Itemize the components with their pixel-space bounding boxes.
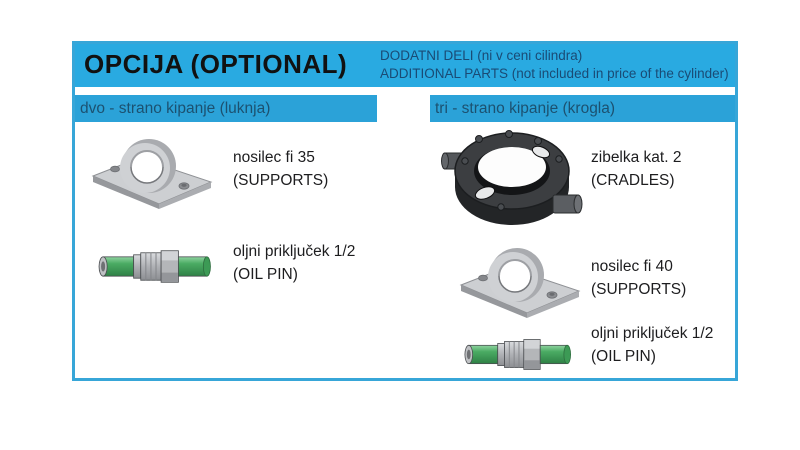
part-name: oljni priključek 1/2 [591, 325, 714, 342]
supports-image [89, 136, 215, 210]
part-name: nosilec fi 40 [591, 258, 673, 275]
note-line-slovenian: DODATNI DELI (ni v ceni cilindra) [380, 48, 583, 63]
part-label [233, 240, 355, 286]
page-title: OPCIJA (OPTIONAL) [84, 49, 348, 79]
part-label [233, 146, 328, 192]
part-name: zibelka kat. 2 [591, 149, 682, 166]
catalog-frame [72, 41, 738, 381]
column-heading-three-side-tilt: tri - strano kipanje (krogla) [430, 95, 735, 122]
part-subname: (SUPPORTS) [233, 172, 329, 189]
part-label [591, 255, 686, 301]
part-subname: (CRADLES) [591, 172, 675, 189]
part-subname: (SUPPORTS) [591, 281, 687, 298]
part-subname: (OIL PIN) [591, 348, 656, 365]
header-notes [380, 47, 732, 83]
part-name: nosilec fi 35 [233, 149, 315, 166]
part-name: oljni priključek 1/2 [233, 243, 356, 260]
header-band [75, 44, 735, 87]
part-label [591, 146, 681, 192]
column-heading-two-side-tilt: dvo - strano kipanje (luknja) [75, 95, 377, 122]
part-label [591, 322, 713, 368]
oil-pin-image [461, 326, 575, 382]
part-subname: (OIL PIN) [233, 266, 298, 283]
note-line-english: ADDITIONAL PARTS (not included in price of the cylinder) [380, 66, 729, 81]
supports-image [457, 244, 583, 320]
cradles-image [441, 124, 583, 236]
oil-pin-image [97, 236, 213, 296]
